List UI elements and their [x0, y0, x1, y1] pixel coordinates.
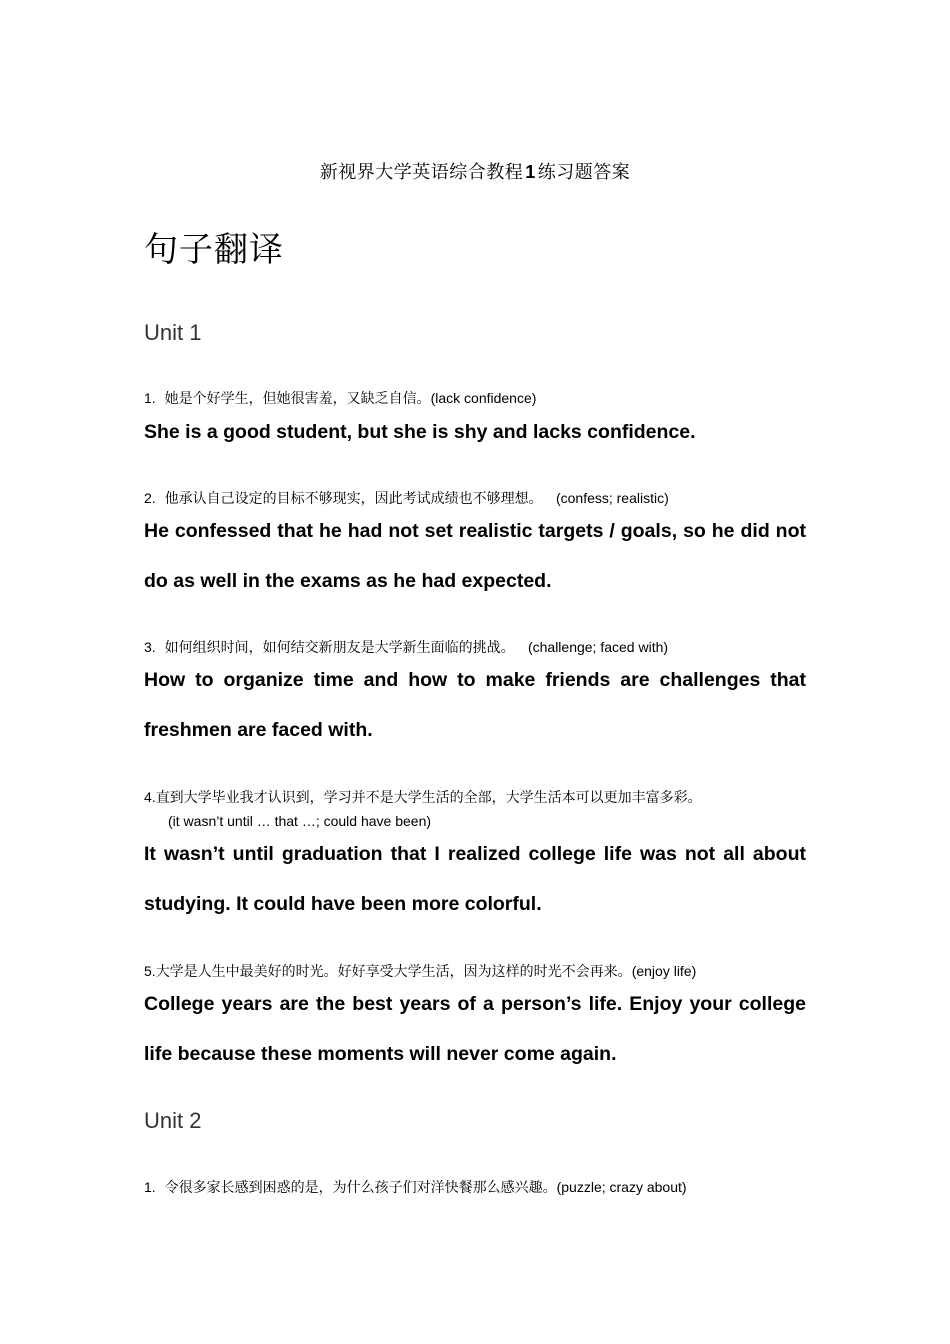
document-title [0, 158, 950, 184]
question-text: 令很多家长感到困惑的是，为什么孩子们对洋快餐那么感兴趣。 [164, 1180, 557, 1196]
question-item [144, 388, 824, 409]
question-number: 4. [144, 789, 156, 805]
question-number: 1. [144, 390, 156, 406]
question-text: 她是个好学生，但她很害羞，又缺乏自信。 [164, 391, 431, 407]
question-hint: (confess; realistic) [555, 490, 669, 506]
document-title-prefix: 新视界大学英语综合教程 [319, 162, 524, 183]
unit-heading: Unit 2 [144, 1108, 202, 1133]
question-text: 大学是人生中最美好的时光。好好享受大学生活，因为这样的时光不会再来。 [155, 964, 632, 980]
question-number: 1. [144, 1179, 156, 1195]
unit-heading: Unit 1 [144, 320, 202, 345]
question-number: 3. [144, 639, 156, 655]
question-number: 5. [144, 963, 156, 979]
section-heading: 句子翻译 [144, 230, 284, 270]
question-hint: (challenge; faced with) [527, 639, 669, 655]
answer-text: She is a good student, but she is shy and lacks confidence. [144, 421, 696, 443]
question-hint: (lack confidence) [430, 390, 537, 406]
question-text: 他承认自己设定的目标不够现实，因此考试成绩也不够理想。 [164, 491, 543, 507]
question-text: 直到大学毕业我才认识到，学习并不是大学生活的全部，大学生活本可以更加丰富多彩。 [155, 790, 702, 806]
question-item [144, 1177, 824, 1198]
question-hint: (puzzle; crazy about) [556, 1179, 687, 1195]
answer-text: College years are the best years of a person’s life. Enjoy your college life because these moments will never come again. [144, 993, 806, 1065]
document-title-suffix: 练习题答案 [537, 162, 631, 183]
document-title-number: 1 [525, 162, 536, 182]
question-number: 2. [144, 490, 156, 506]
question-hint: (it wasn’t until … that …; could have been) [168, 813, 432, 829]
answer-text: How to organize time and how to make friends are challenges that freshmen are faced with. [144, 669, 806, 741]
answer-text: He confessed that he had not set realistic targets / goals, so he did not do as well in the exams as he had expected. [144, 520, 806, 592]
question-item [144, 787, 824, 808]
question-text: 如何组织时间，如何结交新朋友是大学新生面临的挑战。 [164, 640, 515, 656]
question-hint: (enjoy life) [631, 963, 697, 979]
answer-text: It wasn’t until graduation that I realized college life was not all about studying. It could have been more colorful. [144, 843, 806, 915]
